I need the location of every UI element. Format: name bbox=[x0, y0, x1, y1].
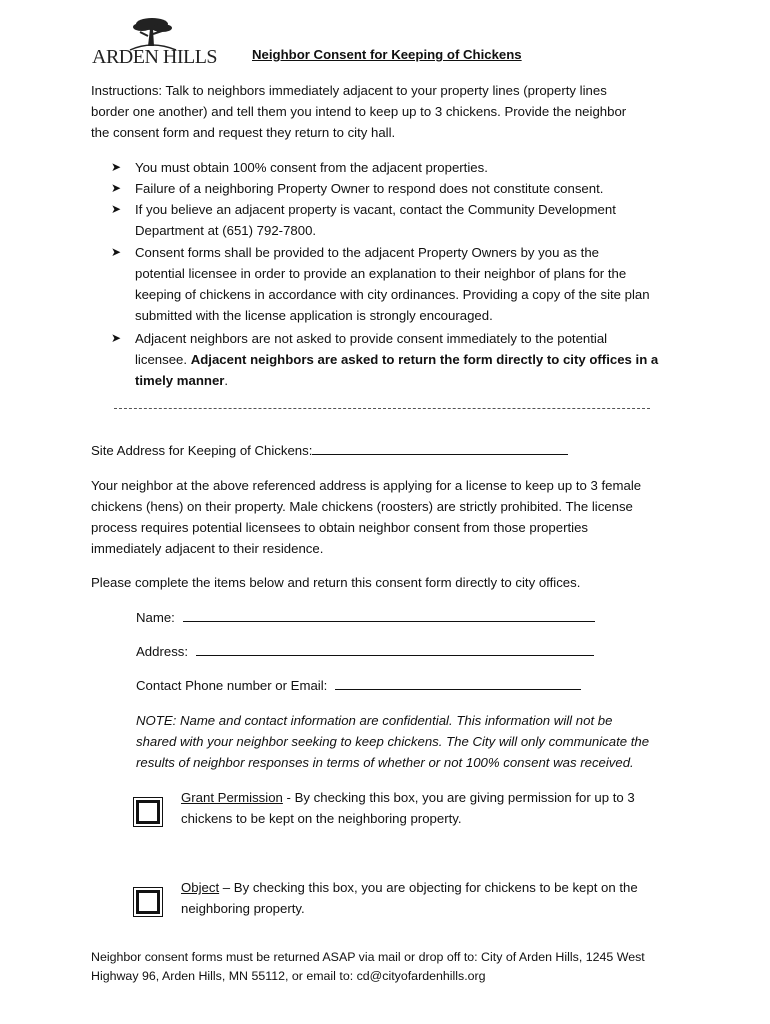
grant-permission-checkbox[interactable] bbox=[133, 797, 163, 827]
bullet-text: submitted with the license application is strongly encouraged. bbox=[135, 308, 493, 323]
list-item bbox=[111, 178, 711, 199]
notice-line: chickens (hens) on their property. Male chickens (roosters) are strictly prohibited. The license bbox=[91, 499, 633, 514]
checkbox-square-icon bbox=[136, 800, 160, 824]
contact-field[interactable] bbox=[335, 675, 581, 690]
notice-line: Your neighbor at the above referenced address is applying for a license to keep up to 3 female bbox=[91, 478, 642, 493]
name-label: Name: bbox=[136, 610, 175, 625]
note-line: shared with your neighbor seeking to keep chickens. The City will only communicate the bbox=[136, 734, 650, 749]
object-line: neighboring property. bbox=[181, 901, 305, 916]
logo-wordmark: ARDEN HILLS bbox=[92, 46, 218, 68]
arrow-bullet-icon: ➤ bbox=[111, 245, 122, 259]
site-address-row bbox=[91, 440, 568, 461]
object-line bbox=[181, 877, 638, 898]
name-row bbox=[136, 607, 595, 628]
instructions bbox=[91, 80, 626, 143]
arrow-bullet-icon: ➤ bbox=[111, 160, 122, 174]
checkbox-square-icon bbox=[136, 890, 160, 914]
grant-permission-text bbox=[181, 787, 635, 829]
bullet-text bbox=[135, 370, 711, 391]
instructions-line: border one another) and tell them you intend to keep up to 3 chickens. Provide the neighbor bbox=[91, 104, 627, 119]
bullet-text: Department at (651) 792-7800. bbox=[135, 223, 317, 238]
arrow-bullet-icon: ➤ bbox=[111, 331, 122, 345]
notice-line: immediately adjacent to their residence. bbox=[91, 541, 324, 556]
grant-line bbox=[181, 787, 635, 808]
list-item bbox=[111, 242, 711, 326]
footer-line: Highway 96, Arden Hills, MN 55112, or email to: cd@cityofardenhills.org bbox=[91, 969, 486, 983]
object-desc: – By checking this box, you are objecting for chickens to be kept on the bbox=[219, 880, 638, 895]
notice-paragraph bbox=[91, 475, 641, 559]
contact-row bbox=[136, 675, 581, 696]
bullet-text: If you believe an adjacent property is vacant, contact the Community Development bbox=[135, 202, 616, 217]
address-row bbox=[136, 641, 594, 662]
grant-line: chickens to be kept on the neighboring property. bbox=[181, 811, 462, 826]
bullet-text-plain: . bbox=[224, 373, 229, 388]
footer bbox=[91, 948, 645, 986]
bullet-text: You must obtain 100% consent from the adjacent properties. bbox=[135, 160, 488, 175]
address-field[interactable] bbox=[196, 641, 594, 656]
bullet-text: keeping of chickens in accordance with city ordinances. Providing a copy of the site plan bbox=[135, 287, 650, 302]
grant-permission-title: Grant Permission bbox=[181, 790, 283, 805]
arrow-bullet-icon: ➤ bbox=[111, 202, 122, 216]
object-title: Object bbox=[181, 880, 220, 895]
arrow-bullet-icon: ➤ bbox=[111, 181, 122, 195]
notice-line: process requires potential licensees to obtain neighbor consent from those properties bbox=[91, 520, 589, 535]
note-line: results of neighbor responses in terms of whether or not 100% consent was received. bbox=[136, 755, 634, 770]
city-logo bbox=[92, 16, 218, 76]
address-label: Address: bbox=[136, 644, 189, 659]
page-title: Neighbor Consent for Keeping of Chickens bbox=[252, 47, 522, 62]
contact-label: Contact Phone number or Email: bbox=[136, 678, 328, 693]
site-address-label: Site Address for Keeping of Chickens: bbox=[91, 443, 313, 458]
bullet-text: potential licensee in order to provide an explanation to their neighbor of plans for the bbox=[135, 266, 627, 281]
bullet-text bbox=[135, 349, 711, 370]
bullet-text-bold: timely manner bbox=[135, 373, 225, 388]
list-item bbox=[111, 328, 711, 391]
bullet-text: Adjacent neighbors are not asked to provide consent immediately to the potential bbox=[135, 331, 608, 346]
bullet-text-bold: Adjacent neighbors are asked to return the form directly to city offices in a bbox=[190, 352, 659, 367]
instructions-line: the consent form and request they return to city hall. bbox=[91, 125, 396, 140]
complete-instruction: Please complete the items below and return this consent form directly to city offices. bbox=[91, 575, 581, 590]
footer-line: Neighbor consent forms must be returned ASAP via mail or drop off to: City of Arden Hills, 1245 West bbox=[91, 950, 645, 964]
note-line: NOTE: Name and contact information are confidential. This information will not be bbox=[136, 713, 613, 728]
instructions-line: Instructions: Talk to neighbors immediately adjacent to your property lines (property lines bbox=[91, 83, 607, 98]
object-checkbox[interactable] bbox=[133, 887, 163, 917]
bullet-text: Consent forms shall be provided to the adjacent Property Owners by you as the bbox=[135, 245, 600, 260]
divider bbox=[114, 408, 650, 409]
site-address-field[interactable] bbox=[312, 440, 568, 455]
grant-permission-desc: - By checking this box, you are giving permission for up to 3 bbox=[282, 790, 635, 805]
list-item bbox=[111, 157, 711, 178]
bullet-text: Failure of a neighboring Property Owner to respond does not constitute consent. bbox=[135, 181, 604, 196]
bullet-text-plain: licensee. bbox=[135, 352, 191, 367]
list-item bbox=[111, 199, 711, 241]
name-field[interactable] bbox=[183, 607, 595, 622]
confidentiality-note bbox=[136, 710, 649, 773]
object-text bbox=[181, 877, 638, 919]
